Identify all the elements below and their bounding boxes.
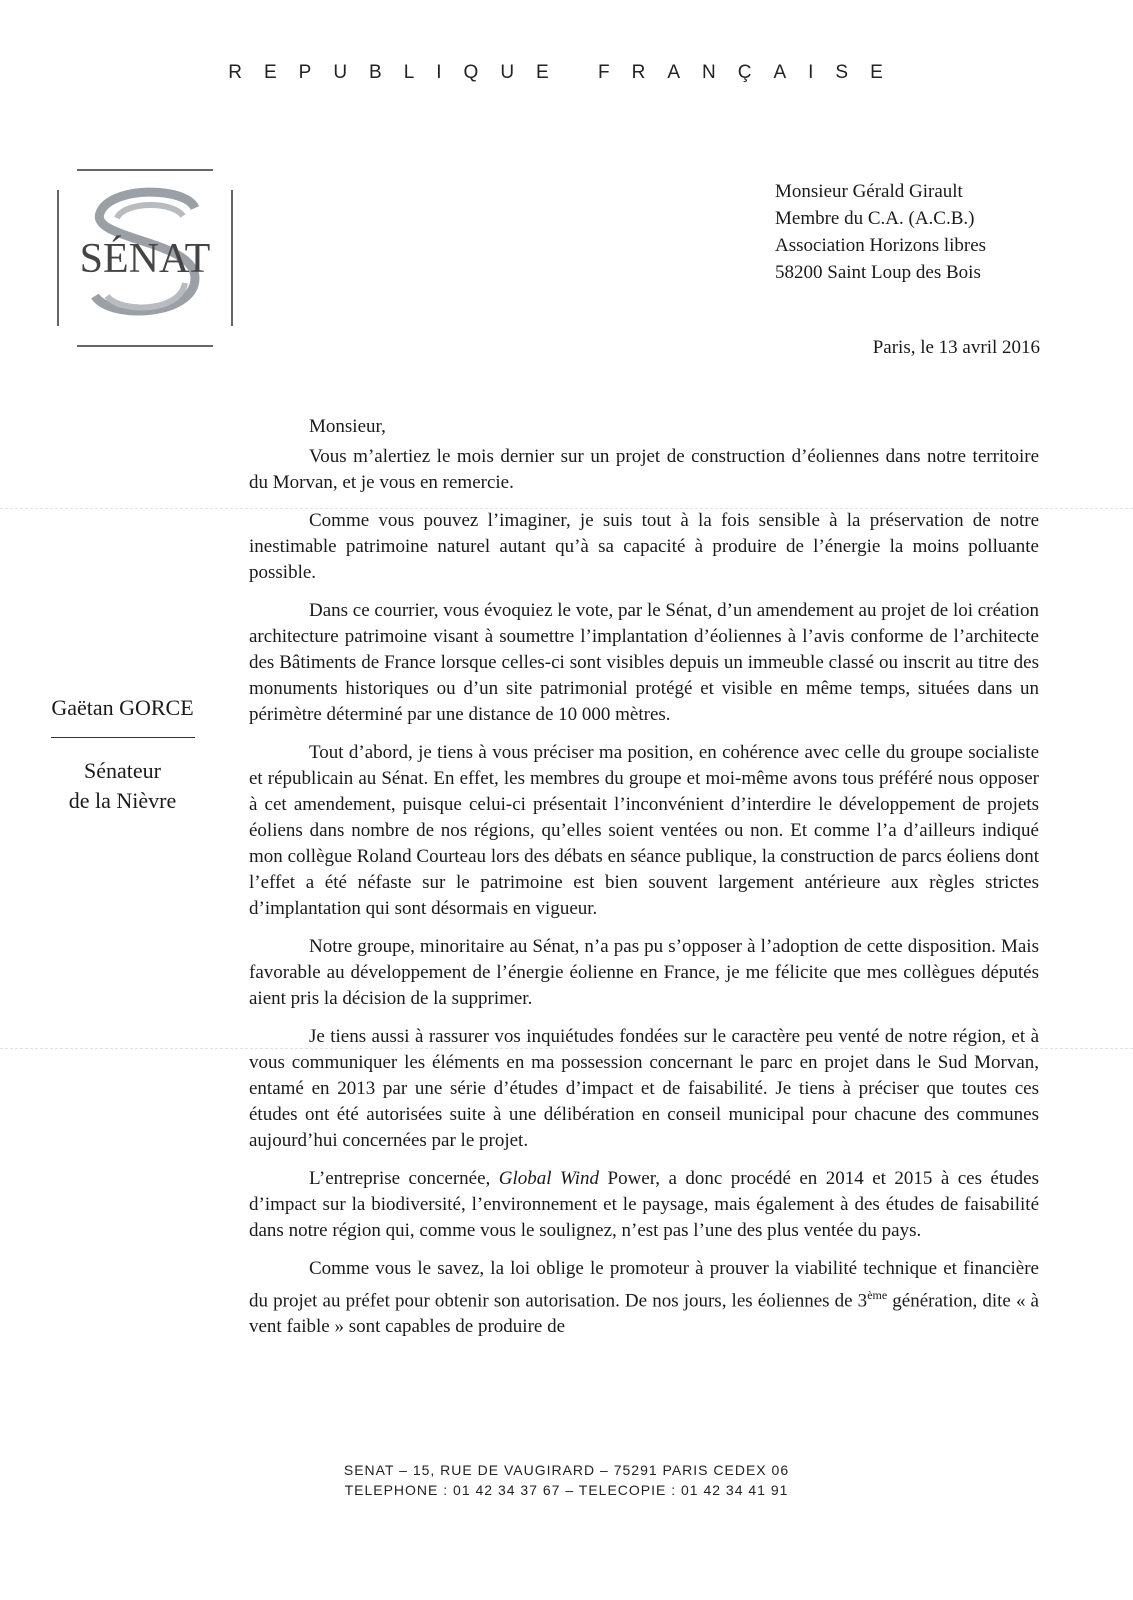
recipient-line: Association Horizons libres (775, 235, 987, 256)
recipient-address (775, 178, 1105, 286)
text-run: Power, a donc procédé en 2014 et 2015 à ces études d’impact sur la biodiversité, l’environnement et le paysage, mais également à des études de faisabilité dans notre région qui, comme vous le soulignez, n’est pas l’une des plus ventée du pays. (249, 1168, 1039, 1241)
senat-logo (55, 168, 245, 358)
text-run: Comme vous le savez, la loi oblige le promoteur à prouver la viabilité technique et financière du projet au préfet pour obtenir son autorisation. De nos jours, les éoliennes de 3 (249, 1258, 1039, 1312)
paragraph: Je tiens aussi à rassurer vos inquiétudes fondées sur le caractère peu venté de notre région, et à vous communiquer les éléments en ma possession concernant le parc en projet dans le Sud Morvan, entamé en 2013 par une série d’études d’impact et de faisabilité. Je tiens à préciser que toutes ces études ont été autorisées suite à une délibération en conseil municipal pour chacune des communes aujourd’hui concernées par le projet. (249, 1026, 1039, 1151)
footer-line: TELEPHONE : 01 42 34 37 67 – TELECOPIE : 01 42 34 41 91 (344, 1482, 789, 1498)
salutation: Monsieur, (309, 416, 386, 437)
sender-name: Gaëtan GORCE (51, 695, 194, 720)
footer-address (0, 1460, 1133, 1500)
recipient-line: Membre du C.A. (A.C.B.) (775, 208, 975, 229)
superscript: ème (867, 1288, 888, 1302)
sender-title: de la Nièvre (68, 788, 177, 813)
paragraph: Comme vous pouvez l’imaginer, je suis tout à la fois sensible à la préservation de notre inestimable patrimoine naturel autant qu’à sa capacité à produire de l’énergie la moins polluante possible. (249, 510, 1039, 583)
recipient-line: 58200 Saint Loup des Bois (775, 262, 981, 283)
footer-line: SENAT – 15, RUE DE VAUGIRARD – 75291 PARIS CEDEX 06 (343, 1462, 790, 1478)
letter-date: Paris, le 13 avril 2016 (872, 337, 1040, 358)
paragraph (249, 1256, 1039, 1340)
paragraph: Tout d’abord, je tiens à vous préciser ma position, en cohérence avec celle du groupe socialiste et républicain au Sénat. En effet, les membres du groupe et moi-même avons tous préféré nous opposer à cet amendement, puisque celui-ci présentait l’inconvénient d’interdire le développement de projets éoliens dans nombre de nos régions, qu’elles soient ventées ou non. Et comme l’a d’ailleurs indiqué mon collègue Roland Courteau lors des débats en séance publique, la construction de parcs éoliens dont l’effet a été néfaste sur le patrimoine est bien souvent largement antérieure aux règles strictes d’implantation qui sont désormais en vigueur. (249, 742, 1039, 919)
text-run: génération, dite « à vent faible » sont capables de produire de (249, 1290, 1039, 1338)
sender-divider (51, 737, 195, 738)
recipient-line: Monsieur Gérald Girault (775, 181, 963, 202)
sender-block (20, 693, 225, 816)
text-run: L’entreprise concernée, (309, 1168, 499, 1189)
sender-title: Sénateur (84, 758, 161, 783)
republic-heading: REPUBLIQUE FRANÇAISE (228, 62, 905, 83)
paragraph: Notre groupe, minoritaire au Sénat, n’a pas pu s’opposer à l’adoption de cette disposition. Mais favorable au développement de l’énergie éolienne en France, je me félicite que mes collègues députés aient pris la décision de la supprimer. (249, 936, 1039, 1009)
logo-wordmark: SÉNAT (79, 236, 211, 282)
paragraph: Dans ce courrier, vous évoquiez le vote, par le Sénat, d’un amendement au projet de loi création architecture patrimoine visant à soumettre l’implantation d’éoliennes à l’avis conforme de l’architecte des Bâtiments de France lorsque celles-ci sont visibles depuis un immeuble classé ou inscrit au titre des monuments historiques ou d’un site patrimonial protégé et visible en même temps, situées dans un périmètre déterminé par une distance de 10 000 mètres. (249, 600, 1039, 725)
letter-body (249, 414, 1039, 1352)
company-name: Global Wind (498, 1168, 600, 1189)
paragraph: Vous m’alertiez le mois dernier sur un projet de construction d’éoliennes dans notre territoire du Morvan, et je vous en remercie. (249, 446, 1039, 493)
paragraph (249, 1166, 1039, 1244)
